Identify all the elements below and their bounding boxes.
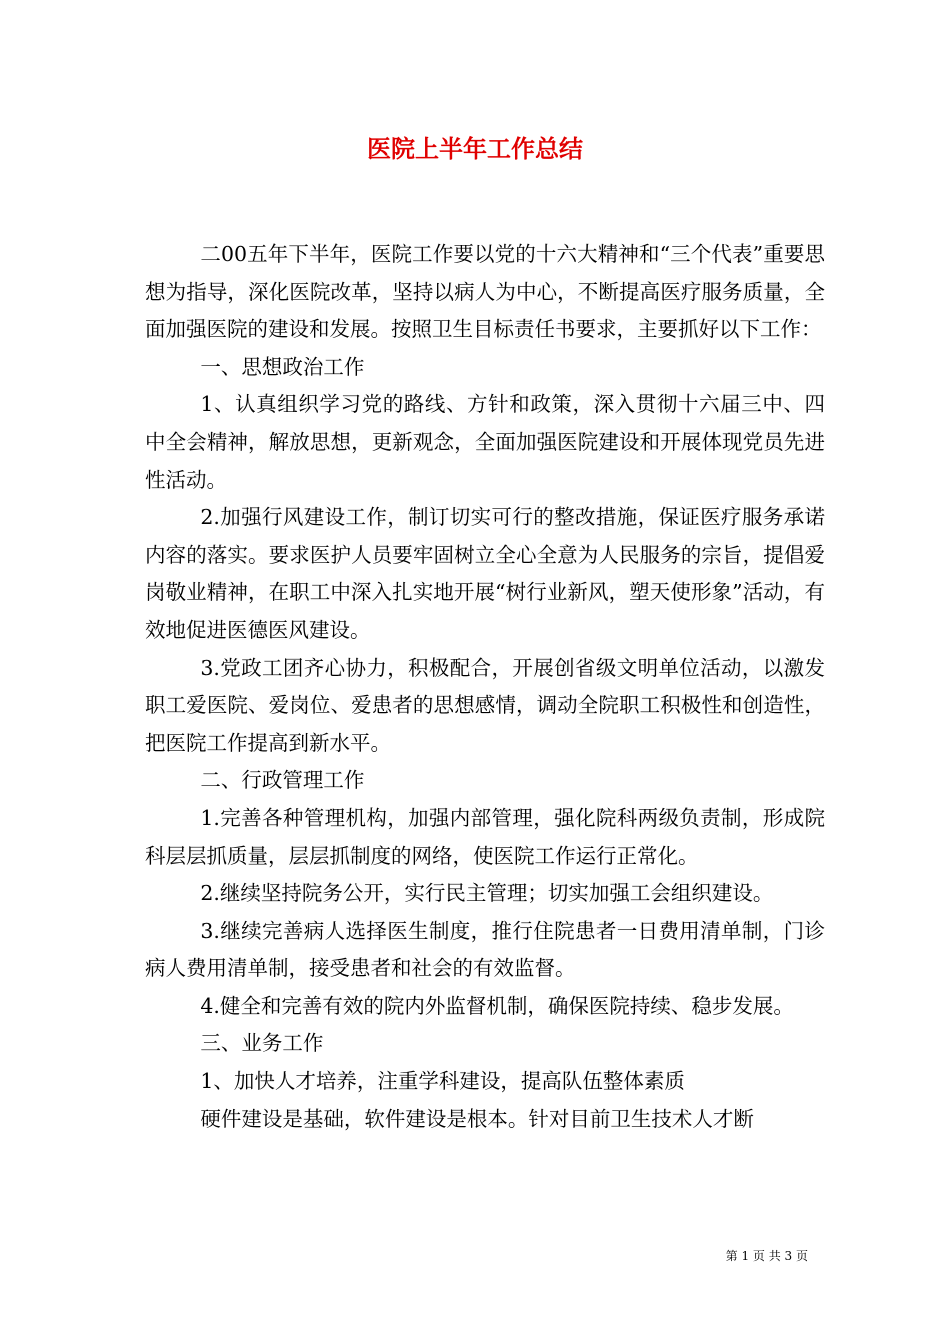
administration-item-3: 3.继续完善病人选择医生制度，推行住院患者一日费用清单制，门诊病人费用清单制，接受患者和社会的有效监督。	[145, 918, 825, 981]
business-item-1: 1、加快人才培养，注重学科建设，提高队伍整体素质	[200, 1069, 685, 1094]
document-title: 医院上半年工作总结	[367, 135, 583, 163]
section-heading-business: 三、业务工作	[200, 1031, 324, 1056]
political-item-1: 1、认真组织学习党的路线、方针和政策，深入贯彻十六届三中、四中全会精神，解放思想，更新观念，全面加强医院建设和开展体现党员先进性活动。	[145, 392, 825, 492]
page-number-footer: 第 1 页 共 3 页	[725, 1249, 808, 1263]
intro-paragraph: 二00五年下半年，医院工作要以党的十六大精神和“三个代表”重要思想为指导，深化医院改革，坚持以病人为中心，不断提高医疗服务质量，全面加强医院的建设和发展。按照卫生目标责任书要求，主要抓好以下工作：	[145, 242, 825, 342]
administration-item-2: 2.继续坚持院务公开，实行民主管理；切实加强工会组织建设。	[200, 881, 774, 906]
political-item-3: 3.党政工团齐心协力，积极配合，开展创省级文明单位活动，以激发职工爱医院、爱岗位、爱患者的思想感情，调动全院职工积极性和创造性，把医院工作提高到新水平。	[145, 655, 825, 755]
administration-item-4: 4.健全和完善有效的院内外监督机制，确保医院持续、稳步发展。	[200, 993, 794, 1018]
business-paragraph: 硬件建设是基础，软件建设是根本。针对目前卫生技术人才断	[200, 1106, 754, 1131]
administration-item-1: 1.完善各种管理机构，加强内部管理，强化院科两级负责制，形成院科层层抓质量，层层抓制度的网络，使医院工作运行正常化。	[145, 805, 825, 868]
section-heading-political: 一、思想政治工作	[200, 354, 365, 379]
document-body	[145, 236, 825, 1138]
section-heading-administration: 二、行政管理工作	[200, 768, 365, 793]
political-item-2: 2.加强行风建设工作，制订切实可行的整改措施，保证医疗服务承诺内容的落实。要求医护人员要牢固树立全心全意为人民服务的宗旨，提倡爱岗敬业精神，在职工中深入扎实地开展“树行业新风，塑天使形象”活动，有效地促进医德医风建设。	[145, 505, 825, 642]
